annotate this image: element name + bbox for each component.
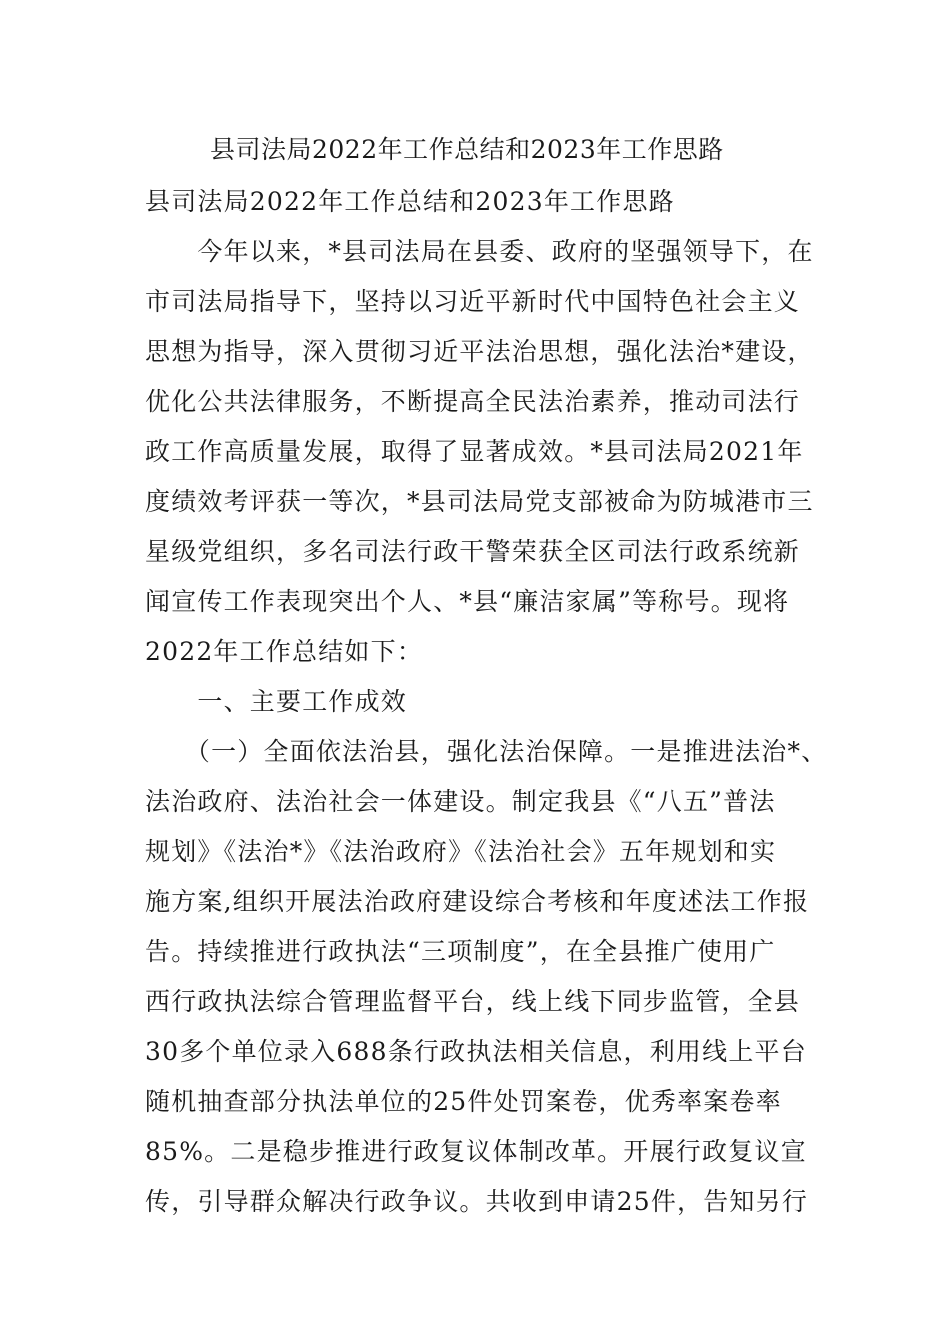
paragraph-line-18: 随机抽查部分执法单位的25件处罚案卷，优秀率案卷率 (145, 1087, 782, 1116)
paragraph-line-9: 2022年工作总结如下： (145, 637, 424, 666)
paragraph-line-4: 优化公共法律服务，不断提高全民法治素养，推动司法行 (145, 387, 801, 416)
paragraph-line-2: 市司法局指导下，坚持以习近平新时代中国特色社会主义 (145, 287, 801, 316)
paragraph-line-19: 85%。二是稳步推进行政复议体制改革。开展行政复议宣 (145, 1137, 807, 1166)
paragraph-line-3: 思想为指导，深入贯彻习近平法治思想，强化法治*建设， (145, 337, 814, 366)
paragraph-line-11: （一）全面依法治县，强化法治保障。一是推进法治*、 (145, 737, 828, 766)
paragraph-line-14: 施方案,组织开展法治政府建设综合考核和年度述法工作报 (145, 887, 810, 916)
paragraph-line-8: 闻宣传工作表现突出个人、*县“廉洁家属”等称号。现将 (145, 587, 790, 616)
paragraph-line-16: 西行政执法综合管理监督平台，线上线下同步监管，全县 (145, 987, 801, 1016)
paragraph-line-17: 30多个单位录入688条行政执法相关信息，利用线上平台 (145, 1037, 807, 1066)
paragraph-line-12: 法治政府、法治社会一体建设。制定我县《“八五”普法 (145, 787, 776, 816)
paragraph-line-7: 星级党组织，多名司法行政干警荣获全区司法行政系统新 (145, 537, 801, 566)
paragraph-line-5: 政工作高质量发展，取得了显著成效。*县司法局2021年 (145, 437, 804, 466)
document-title: 县司法局2022年工作总结和2023年工作思路 (210, 135, 724, 164)
subtitle-line: 县司法局2022年工作总结和2023年工作思路 (145, 187, 675, 216)
section-heading: 一、主要工作成效 (145, 687, 408, 716)
paragraph-line-6: 度绩效考评获一等次，*县司法局党支部被命为防城港市三 (145, 487, 814, 516)
paragraph-line-15: 告。持续推进行政执法“三项制度”，在全县推广使用广 (145, 937, 776, 966)
paragraph-line-13: 规划》《法治*》《法治政府》《法治社会》五年规划和实 (145, 837, 777, 866)
paragraph-line-20: 传，引导群众解决行政争议。共收到申请25件，告知另行 (145, 1187, 809, 1216)
paragraph-line-1: 今年以来，*县司法局在县委、政府的坚强领导下，在 (145, 237, 814, 266)
